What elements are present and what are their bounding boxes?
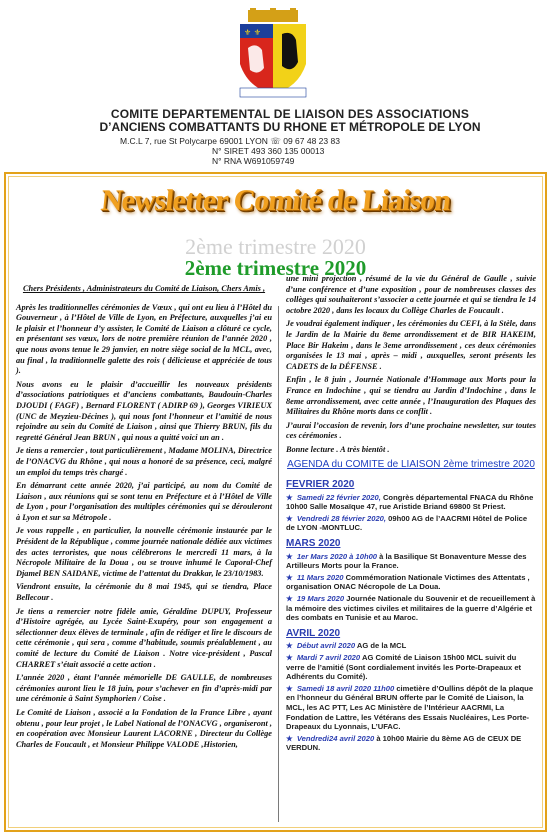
- star-icon: ★: [286, 641, 293, 651]
- event-text: AG de la MCL: [356, 641, 407, 651]
- newsletter-frame: [4, 172, 547, 832]
- siret-number: N° SIRET 493 360 135 00013: [212, 146, 325, 156]
- star-icon: ★: [286, 683, 293, 693]
- month-heading-february: FEVRIER 2020: [286, 479, 355, 491]
- paragraph: Bonne lecture . A très bientôt .: [286, 444, 390, 454]
- star-icon: ★: [286, 551, 293, 561]
- event-text: Commémoration Nationale Victimes des Attentats , organisation ONAC Nécropole de La Doua.: [286, 572, 530, 592]
- agenda-link[interactable]: AGENDA du COMITE de LIAISON 2ème trimestre 2020: [287, 458, 535, 470]
- right-column: [286, 274, 536, 755]
- agenda-event: [286, 552, 536, 571]
- svg-text:⚜ ⚜: ⚜ ⚜: [244, 28, 261, 37]
- event-date: 1er Mars 2020 à 10h00: [296, 551, 378, 561]
- agenda-event: [286, 514, 536, 533]
- event-text: cimetière d’Oullins dépôt de la plaque en l’honneur du Général BRUN offerte par le Comité de Liaison, la MCL, les AC PTT, Les AC Ministère de l’Intérieur AACRMI, La Fondation de Lattre, les Vétérans des Essais Nucléaires, Les Porte-Drapeaux du Lyonnais, L’UFAC.: [286, 683, 534, 732]
- agenda-event: [286, 734, 536, 753]
- salutation: Chers Présidents , Administrateurs du Comité de Liaison, Chers Amis ,: [22, 284, 266, 293]
- contact-block: [120, 136, 450, 166]
- paragraph: Je voudrai également indiquer , les cérémonies du CEFI, à la Stèle, dans le Jardin de la Mairie du 8eme arrondissement et de BIR HAKEIM, Place Bir Hakeim , dans le 3eme arrondissement , ces deux cérémonies organisées le 13 mai , après – midi , auxquelles, seront présents les CADETS de la DÉFENSE .: [286, 319, 536, 371]
- event-date: Début avril 2020: [296, 641, 356, 651]
- star-icon: ★: [286, 492, 293, 502]
- event-date: Mardi 7 avril 2020: [296, 653, 361, 662]
- month-heading-march: MARS 2020: [286, 538, 341, 550]
- paragraph: Après les traditionnelles cérémonies de Vœux , qui ont eu lieu à l’Hôtel du Gouverneur , à l’Hôtel de Ville de Lyon, en Préfecture, auxquelles j’ai eu le plaisir et l’honneur d’y assister, le Comité de Liaison a clôturé ce cycle, en présentant ses vœux, lors de notre première réunion de l’année 2020 , que nous avons tenue le 29 janvier, en notre siège social de la MCL, avec, au final , la traditionnelle galette des rois ( délicieuse et appréciée de tous ).: [16, 302, 272, 376]
- agenda-event: [286, 493, 536, 512]
- paragraph: Nous avons eu le plaisir d’accueillir les nouveaux présidents d’associations patriotiques et d’anciens combattants, Baudouin-Charles DJOUDI ( FAGF) , Bernard FLORENT ( ADIRP 69 ), Georges VIRIEUX (UNC de Meyzieu-Décines ), qui nous font l’honneur et l’amitié de nous rejoindre au sein du Comité de Liaison , ainsi que Thierry BRUN, fils du regretté Général Jean BRUN , qui nous a quitté voici un an .: [16, 379, 272, 442]
- paragraph: Je tiens a remercier notre fidèle amie, Géraldine DUPUY, Professeur d’Histoire agrégée, au Lycée Saint-Exupéry, pour son engagement a sélectionner deux élèves de terminale , afin de rédiger et lire le discours de cette cérémonie , qui sera , comme d’habitude, soumis préalablement , au comité de lecture du Comité de Liaison . Notre vice-président , Pascal CHARRET s’était associé a cette action .: [16, 606, 272, 669]
- month-heading-april: AVRIL 2020: [286, 627, 341, 639]
- star-icon: ★: [286, 653, 293, 662]
- paragraph: Viendront ensuite, la cérémonie du 8 mai 1945, qui se tiendra, Place Bellecour .: [16, 582, 272, 603]
- paragraph: En démarrant cette année 2020, j’ai participé, au nom du Comité de Liaison , aux réunions qui se sont tenu en Préfecture et à l’Hôtel de Ville de Lyon , pour l’organisation des multiples cérémonies qui se dérouleront à Lyon et sur sa Métropole .: [16, 481, 272, 522]
- event-text: Congrès départemental FNACA du Rhône 10h00 Salle Mosaïque 47, rue Aristide Briand 69800 St Priest.: [286, 492, 534, 512]
- agenda-event: [286, 594, 536, 623]
- paragraph: J’aurai l’occasion de revenir, lors d’une prochaine newsletter, sur toutes ces cérémonies .: [286, 420, 536, 441]
- agenda-event: [286, 573, 536, 592]
- address: M.C.L 7, rue St Polycarpe 69001 LYON ☏ 09 67 48 23 83: [120, 136, 340, 146]
- org-line-2: D’ANCIENS COMBATTANTS DU RHONE ET MÉTROPOLE DE LYON: [99, 120, 481, 134]
- newsletter-subtitle: 2ème trimestre 2020: [184, 256, 367, 280]
- newsletter-ghost-subtitle: 2ème trimestre 2020: [185, 234, 366, 259]
- event-date: Vendredi 28 février 2020,: [296, 513, 387, 523]
- event-text: à 10h00 Mairie du 8ème AG de CEUX DE VERDUN.: [286, 733, 522, 753]
- event-date: Samedi 22 février 2020,: [296, 492, 381, 502]
- organization-name: [60, 108, 520, 134]
- event-date: 11 Mars 2020: [296, 572, 344, 582]
- paragraph: Je vous rappelle , en particulier, la nouvelle cérémonie instaurée par le Président de la République , comme journée nationale dédiée aux victimes des actes terroristes, que nous célébrerons le mercredi 11 mars, à la Nécropole Militaire de la Doua , ou se trouve inhumé le Caporal-Chef Djamel BEN SAIDANE, victime de l’attentat du Drakkar, le 23/10/1983.: [16, 526, 272, 578]
- rna-number: N° RNA W691059749: [212, 156, 295, 166]
- event-text: à la Basilique St Bonaventure Messe des Artilleurs Morts pour la France.: [286, 551, 527, 571]
- paragraph: L’année 2020 , étant l’année mémorielle DE GAULLE, de nombreuses cérémonies auront lieu le 18 juin, pour s’achever en fin d’après-midi par une cérémonie à Saint Symphorien / Coise .: [16, 673, 272, 704]
- paragraph: Enfin , le 8 juin , Journée Nationale d’Hommage aux Morts pour la France en Indochine , qui se tiendra au Jardin d’Indochine , dans le 8eme arrondissement, avec cette année , l’Inauguration des Plaques des Militaires du Rhône morts dans ce conflit .: [286, 375, 536, 417]
- newsletter-title: Newsletter Comité de Liaison: [99, 184, 452, 217]
- event-text: 09h00 AG de l’AACRMI Hôtel de Police de LYON -MONTLUC.: [286, 513, 528, 533]
- star-icon: ★: [286, 572, 293, 582]
- agenda-event: [286, 684, 536, 732]
- letterhead: [0, 0, 549, 172]
- left-column: [16, 284, 272, 753]
- org-line-1: COMITE DEPARTEMENTAL DE LIAISON DES ASSOCIATIONS: [110, 107, 470, 121]
- agenda-event: [286, 641, 536, 651]
- star-icon: ★: [286, 733, 293, 743]
- column-divider: [278, 306, 279, 822]
- event-text: Journée Nationale du Souvenir et de recueillement à la mémoire des victimes civiles et militaires de la guerre d’Algérie et des combats en Tunisie et au Maroc.: [286, 594, 536, 623]
- coat-of-arms-logo: [234, 8, 312, 98]
- star-icon: ★: [286, 513, 293, 523]
- event-date: Samedi 18 avril 2020 11h00: [296, 683, 395, 693]
- event-text: AG Comité de Liaison 15h00 MCL suivit du verre de l’amitié (Sont cordialement invités les Porte-Drapeaux et Adhérents du Comité).: [286, 653, 522, 682]
- paragraph: Le Comité de Liaison , associé a la Fondation de la France Libre , ayant obtenu , pour leur projet , le Label National de l’ONACVG , organiseront , en coopération avec Monsieur Laurent LACORNE , Directeur du Collège Charles de Foucault , et Monsieur Philippe VALODE ,Historien,: [16, 707, 272, 749]
- star-icon: ★: [286, 594, 293, 604]
- event-date: Vendredi24 avril 2020: [296, 733, 375, 743]
- agenda-event: [286, 653, 536, 682]
- event-date: 19 Mars 2020: [296, 594, 345, 604]
- paragraph: Je tiens a remercier , tout particulièrement , Madame MOLINA, Directrice de l’ONACVG du Rhône , qui nous a honoré de sa présence, ceci, malgré un emploi du temps très chargé .: [16, 446, 272, 477]
- paragraph: une mini projection , résumé de la vie du Général de Gaulle , suivie d’une conférence et d’une exposition , pour de nombreuses classes des collèges qui souhaiteront s’associer a cette journée et qui se tiendra le 14 octobre 2020 , dans les locaux du Collège Charles de Foucault .: [286, 274, 536, 315]
